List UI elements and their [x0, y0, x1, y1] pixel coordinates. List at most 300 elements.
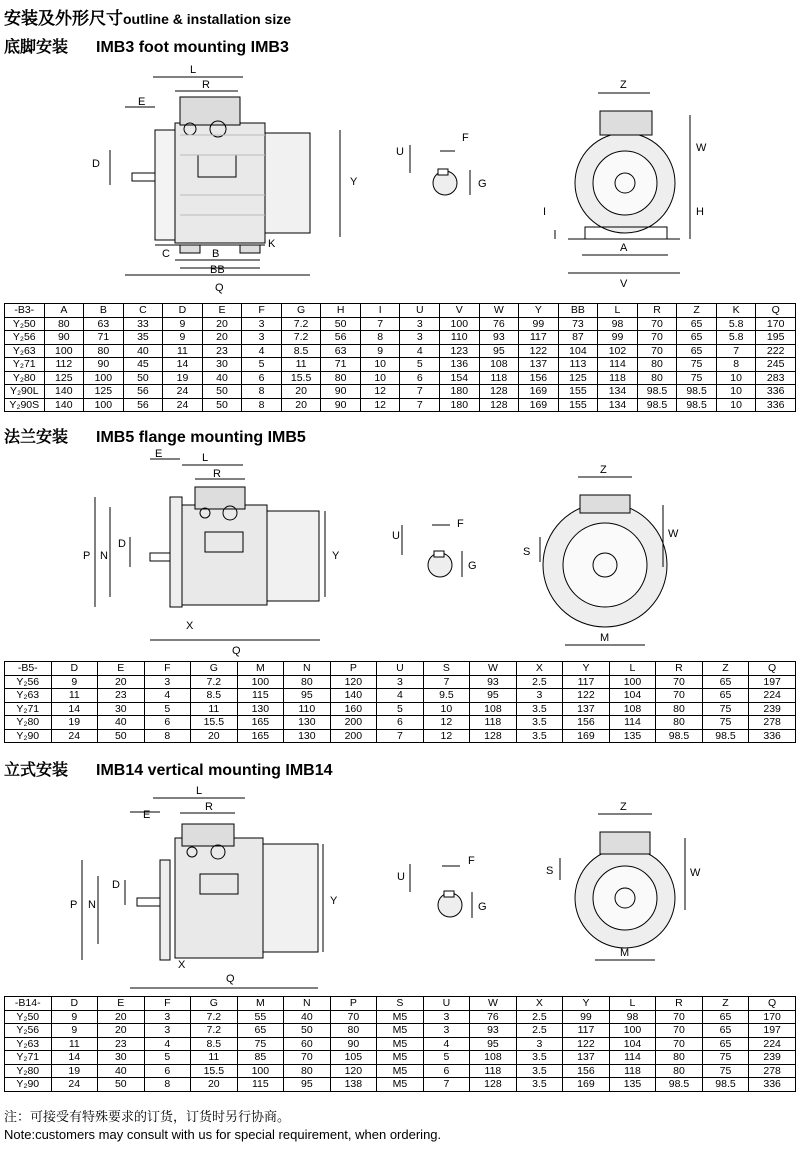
- value-cell: 155: [558, 398, 598, 412]
- value-cell: 63: [321, 344, 361, 358]
- value-cell: 9: [51, 1024, 98, 1038]
- value-cell: 55: [237, 1010, 284, 1024]
- value-cell: 98.5: [637, 398, 677, 412]
- b14-label-L: L: [196, 785, 203, 797]
- value-cell: 195: [756, 331, 796, 345]
- model-cell: Y₂56: [5, 1024, 52, 1038]
- header-cell: Z: [677, 304, 717, 318]
- value-cell: 125: [84, 385, 124, 399]
- b3-label-I: I: [543, 206, 547, 218]
- header-cell: W: [470, 997, 517, 1011]
- header-cell: U: [377, 662, 424, 676]
- header-cell: L: [609, 997, 656, 1011]
- b5-label-Z: Z: [600, 464, 607, 476]
- value-cell: 104: [558, 344, 598, 358]
- value-cell: 125: [44, 371, 84, 385]
- value-cell: 5: [423, 1051, 470, 1065]
- header-cell: L: [598, 304, 638, 318]
- value-cell: 7.2: [191, 1010, 238, 1024]
- value-cell: 4: [400, 344, 440, 358]
- value-cell: 14: [51, 702, 98, 716]
- value-cell: 95: [284, 1078, 331, 1092]
- value-cell: 130: [284, 729, 331, 743]
- value-cell: 165: [237, 729, 284, 743]
- b5-drawings: [0, 447, 800, 657]
- b5-label-N: N: [100, 550, 108, 562]
- value-cell: 7: [400, 385, 440, 399]
- table-row: [5, 398, 796, 412]
- value-cell: 24: [51, 1078, 98, 1092]
- value-cell: 9: [51, 1010, 98, 1024]
- value-cell: 137: [519, 358, 559, 372]
- value-cell: 23: [98, 689, 145, 703]
- table-row: [5, 358, 796, 372]
- value-cell: 7.2: [281, 331, 321, 345]
- header-cell: R: [637, 304, 677, 318]
- b14-label-W: W: [690, 867, 701, 879]
- value-cell: 9: [163, 331, 203, 345]
- b14-label-N: N: [88, 899, 96, 911]
- value-cell: 122: [519, 344, 559, 358]
- value-cell: 80: [44, 317, 84, 331]
- table-row: [5, 317, 796, 331]
- value-cell: 80: [656, 1064, 703, 1078]
- value-cell: 80: [330, 1024, 377, 1038]
- header-cell: F: [144, 997, 191, 1011]
- header-cell: -B3-: [5, 304, 45, 318]
- value-cell: 75: [702, 702, 749, 716]
- value-cell: 71: [321, 358, 361, 372]
- value-cell: 45: [123, 358, 163, 372]
- value-cell: 3.5: [516, 716, 563, 730]
- value-cell: 336: [756, 385, 796, 399]
- model-cell: Y₂80: [5, 1064, 52, 1078]
- value-cell: 20: [98, 1010, 145, 1024]
- table-row: [5, 1078, 796, 1092]
- b3-spec-table: [4, 303, 796, 412]
- value-cell: 169: [563, 729, 610, 743]
- value-cell: 108: [609, 702, 656, 716]
- table-row: [5, 1024, 796, 1038]
- value-cell: 100: [609, 1024, 656, 1038]
- value-cell: 117: [563, 1024, 610, 1038]
- value-cell: 20: [281, 385, 321, 399]
- value-cell: 128: [470, 729, 517, 743]
- value-cell: 8.5: [191, 1037, 238, 1051]
- value-cell: 197: [749, 1024, 796, 1038]
- b14-spec-table: [4, 996, 796, 1092]
- value-cell: 3: [144, 675, 191, 689]
- value-cell: 130: [237, 702, 284, 716]
- value-cell: 20: [98, 675, 145, 689]
- value-cell: 56: [123, 385, 163, 399]
- value-cell: 93: [479, 331, 519, 345]
- value-cell: M5: [377, 1037, 424, 1051]
- value-cell: 50: [284, 1024, 331, 1038]
- value-cell: 7.2: [191, 1024, 238, 1038]
- value-cell: 70: [656, 689, 703, 703]
- b3-label-A: A: [620, 242, 628, 254]
- value-cell: 130: [284, 716, 331, 730]
- value-cell: 70: [656, 1037, 703, 1051]
- b5-label-M: M: [600, 632, 610, 644]
- b5-label-Q: Q: [232, 645, 241, 657]
- header-cell: Y: [519, 304, 559, 318]
- value-cell: 120: [330, 675, 377, 689]
- value-cell: 40: [202, 371, 242, 385]
- value-cell: M5: [377, 1010, 424, 1024]
- value-cell: 65: [237, 1024, 284, 1038]
- value-cell: 71: [84, 331, 124, 345]
- value-cell: 283: [756, 371, 796, 385]
- value-cell: 156: [519, 371, 559, 385]
- value-cell: 118: [609, 1064, 656, 1078]
- value-cell: 80: [84, 344, 124, 358]
- value-cell: 70: [284, 1051, 331, 1065]
- b5-side-view: [95, 459, 325, 640]
- value-cell: 118: [470, 1064, 517, 1078]
- header-cell: Z: [702, 997, 749, 1011]
- value-cell: 50: [123, 371, 163, 385]
- b3-label-U: U: [396, 146, 404, 158]
- value-cell: 11: [191, 702, 238, 716]
- value-cell: 222: [756, 344, 796, 358]
- value-cell: 20: [98, 1024, 145, 1038]
- value-cell: 2.5: [516, 1024, 563, 1038]
- value-cell: 75: [237, 1037, 284, 1051]
- value-cell: 80: [656, 1051, 703, 1065]
- value-cell: 4: [144, 1037, 191, 1051]
- value-cell: 108: [470, 1051, 517, 1065]
- value-cell: 113: [558, 358, 598, 372]
- value-cell: 120: [330, 1064, 377, 1078]
- value-cell: 8: [144, 1078, 191, 1092]
- value-cell: 2.5: [516, 1010, 563, 1024]
- header-cell: W: [479, 304, 519, 318]
- value-cell: 50: [202, 385, 242, 399]
- table-row: [5, 1037, 796, 1051]
- table-row: [5, 702, 796, 716]
- model-cell: Y₂71: [5, 1051, 52, 1065]
- value-cell: 70: [330, 1010, 377, 1024]
- value-cell: 80: [637, 358, 677, 372]
- b5-spec-table: [4, 661, 796, 743]
- value-cell: 140: [330, 689, 377, 703]
- value-cell: 30: [98, 702, 145, 716]
- b14-label-Y: Y: [330, 895, 338, 907]
- value-cell: 80: [656, 716, 703, 730]
- b3-label-K: K: [268, 238, 276, 250]
- value-cell: 336: [756, 398, 796, 412]
- header-cell: N: [284, 997, 331, 1011]
- value-cell: 104: [609, 1037, 656, 1051]
- b14-side-view: [82, 798, 323, 988]
- value-cell: 75: [702, 1051, 749, 1065]
- value-cell: 85: [237, 1051, 284, 1065]
- header-cell: X: [516, 997, 563, 1011]
- value-cell: 65: [702, 675, 749, 689]
- value-cell: 3: [516, 1037, 563, 1051]
- header-cell: Q: [756, 304, 796, 318]
- section-b5-title: [4, 424, 306, 447]
- value-cell: 278: [749, 1064, 796, 1078]
- value-cell: 76: [479, 317, 519, 331]
- value-cell: 90: [44, 331, 84, 345]
- table-row: [5, 371, 796, 385]
- model-cell: Y₂90L: [5, 385, 45, 399]
- header-cell: N: [284, 662, 331, 676]
- value-cell: 12: [423, 716, 470, 730]
- table-row: [5, 331, 796, 345]
- value-cell: 8: [360, 331, 400, 345]
- b3-label-L: L: [190, 64, 197, 76]
- b3-label-G: G: [478, 178, 487, 190]
- value-cell: 9: [360, 344, 400, 358]
- b3-label-W: W: [696, 142, 707, 154]
- value-cell: 6: [144, 1064, 191, 1078]
- header-cell: U: [400, 304, 440, 318]
- value-cell: 4: [242, 344, 282, 358]
- value-cell: 20: [191, 1078, 238, 1092]
- value-cell: 98: [609, 1010, 656, 1024]
- value-cell: 56: [321, 331, 361, 345]
- value-cell: 136: [440, 358, 480, 372]
- value-cell: 3: [144, 1010, 191, 1024]
- b3-label-C: C: [162, 248, 170, 260]
- model-cell: Y₂80: [5, 371, 45, 385]
- value-cell: 8: [242, 398, 282, 412]
- section-b3-title-zh: 底脚安装: [4, 39, 69, 56]
- value-cell: 100: [440, 317, 480, 331]
- value-cell: 3: [423, 1010, 470, 1024]
- header-cell: K: [716, 304, 756, 318]
- b5-label-U: U: [392, 530, 400, 542]
- value-cell: 70: [637, 317, 677, 331]
- value-cell: 135: [609, 1078, 656, 1092]
- value-cell: 115: [237, 689, 284, 703]
- b14-label-U: U: [397, 871, 405, 883]
- value-cell: 24: [163, 398, 203, 412]
- value-cell: 65: [677, 331, 717, 345]
- section-b14-title-en: IMB14 vertical mounting IMB14: [96, 762, 333, 779]
- value-cell: 108: [479, 358, 519, 372]
- value-cell: 11: [191, 1051, 238, 1065]
- value-cell: 7: [423, 675, 470, 689]
- value-cell: 3.5: [516, 702, 563, 716]
- header-cell: D: [51, 662, 98, 676]
- header-cell: A: [44, 304, 84, 318]
- value-cell: 50: [98, 1078, 145, 1092]
- value-cell: 165: [237, 716, 284, 730]
- value-cell: 5: [144, 702, 191, 716]
- value-cell: 278: [749, 716, 796, 730]
- value-cell: 76: [470, 1010, 517, 1024]
- value-cell: 102: [598, 344, 638, 358]
- value-cell: 95: [479, 344, 519, 358]
- value-cell: 40: [98, 716, 145, 730]
- model-cell: Y₂80: [5, 716, 52, 730]
- value-cell: 20: [281, 398, 321, 412]
- b5-label-P: P: [83, 550, 91, 562]
- value-cell: 10: [360, 358, 400, 372]
- header-cell: X: [516, 662, 563, 676]
- b3-label-R: R: [202, 79, 210, 91]
- value-cell: 3: [242, 317, 282, 331]
- b14-drawings: [0, 780, 800, 992]
- value-cell: 80: [284, 1064, 331, 1078]
- value-cell: 122: [563, 1037, 610, 1051]
- b14-label-D: D: [112, 879, 120, 891]
- value-cell: 100: [84, 398, 124, 412]
- header-cell: M: [237, 997, 284, 1011]
- value-cell: 50: [202, 398, 242, 412]
- model-cell: Y₂90S: [5, 398, 45, 412]
- value-cell: 245: [756, 358, 796, 372]
- b5-end-view: [540, 477, 667, 645]
- model-cell: Y₂63: [5, 689, 52, 703]
- value-cell: 95: [284, 689, 331, 703]
- header-cell: F: [144, 662, 191, 676]
- header-cell: S: [423, 662, 470, 676]
- b14-label-S: S: [546, 865, 554, 877]
- value-cell: 6: [400, 371, 440, 385]
- value-cell: 7: [377, 729, 424, 743]
- value-cell: 115: [237, 1078, 284, 1092]
- header-cell: S: [377, 997, 424, 1011]
- header-cell: U: [423, 997, 470, 1011]
- table-row: [5, 1010, 796, 1024]
- b5-label-Y: Y: [332, 550, 340, 562]
- header-cell: R: [656, 662, 703, 676]
- value-cell: 6: [423, 1064, 470, 1078]
- header-cell: L: [609, 662, 656, 676]
- b14-label-M: M: [620, 947, 630, 959]
- b14-label-G: G: [478, 901, 487, 913]
- value-cell: 93: [470, 675, 517, 689]
- value-cell: 125: [558, 371, 598, 385]
- value-cell: 12: [360, 398, 400, 412]
- b5-label-G: G: [468, 560, 477, 572]
- value-cell: 73: [558, 317, 598, 331]
- section-b5-title-en: IMB5 flange mounting IMB5: [96, 429, 306, 446]
- value-cell: 8: [242, 385, 282, 399]
- value-cell: 15.5: [191, 1064, 238, 1078]
- value-cell: 19: [163, 371, 203, 385]
- table-row: [5, 1064, 796, 1078]
- value-cell: 98.5: [656, 729, 703, 743]
- model-cell: Y₂63: [5, 344, 45, 358]
- value-cell: 110: [440, 331, 480, 345]
- value-cell: 11: [163, 344, 203, 358]
- value-cell: 137: [563, 702, 610, 716]
- b5-label-E: E: [155, 448, 163, 460]
- value-cell: 87: [558, 331, 598, 345]
- value-cell: 114: [598, 358, 638, 372]
- value-cell: 114: [609, 716, 656, 730]
- value-cell: 80: [656, 702, 703, 716]
- value-cell: 104: [609, 689, 656, 703]
- b14-end-view: [560, 814, 685, 960]
- model-cell: Y₂56: [5, 331, 45, 345]
- value-cell: 20: [202, 317, 242, 331]
- b5-label-F: F: [457, 518, 464, 530]
- table-row: [5, 675, 796, 689]
- value-cell: 65: [702, 1024, 749, 1038]
- model-cell: Y₂56: [5, 675, 52, 689]
- value-cell: 197: [749, 675, 796, 689]
- value-cell: 114: [609, 1051, 656, 1065]
- b14-label-Z: Z: [620, 801, 627, 813]
- header-cell: P: [330, 997, 377, 1011]
- header-cell: Q: [749, 997, 796, 1011]
- value-cell: 99: [519, 317, 559, 331]
- value-cell: 160: [330, 702, 377, 716]
- value-cell: 8: [716, 358, 756, 372]
- value-cell: 138: [330, 1078, 377, 1092]
- value-cell: 137: [563, 1051, 610, 1065]
- value-cell: 8: [144, 729, 191, 743]
- value-cell: 8.5: [191, 689, 238, 703]
- section-b3-title: [4, 34, 289, 57]
- value-cell: 98.5: [677, 398, 717, 412]
- b14-label-P: P: [70, 899, 78, 911]
- value-cell: 30: [202, 358, 242, 372]
- value-cell: 117: [563, 675, 610, 689]
- value-cell: 11: [51, 689, 98, 703]
- value-cell: 336: [749, 729, 796, 743]
- value-cell: 3: [377, 675, 424, 689]
- value-cell: 3: [423, 1024, 470, 1038]
- model-cell: Y₂71: [5, 702, 52, 716]
- b3-label-H: H: [696, 206, 704, 218]
- value-cell: 154: [440, 371, 480, 385]
- model-cell: Y₂50: [5, 1010, 52, 1024]
- value-cell: 98.5: [702, 1078, 749, 1092]
- b3-drawings: [0, 55, 800, 300]
- value-cell: 98.5: [637, 385, 677, 399]
- header-cell: G: [191, 662, 238, 676]
- header-cell: G: [191, 997, 238, 1011]
- value-cell: 140: [44, 385, 84, 399]
- value-cell: 65: [702, 1010, 749, 1024]
- header-cell: Q: [749, 662, 796, 676]
- value-cell: 6: [377, 716, 424, 730]
- header-cell: G: [281, 304, 321, 318]
- b14-label-F: F: [468, 855, 475, 867]
- value-cell: 122: [563, 689, 610, 703]
- header-cell: F: [242, 304, 282, 318]
- value-cell: 3.5: [516, 1051, 563, 1065]
- value-cell: 108: [470, 702, 517, 716]
- value-cell: 180: [440, 385, 480, 399]
- value-cell: 98.5: [656, 1078, 703, 1092]
- value-cell: 169: [563, 1078, 610, 1092]
- value-cell: 239: [749, 702, 796, 716]
- value-cell: 200: [330, 716, 377, 730]
- value-cell: 4: [144, 689, 191, 703]
- value-cell: 3.5: [516, 1078, 563, 1092]
- value-cell: 4: [423, 1037, 470, 1051]
- value-cell: 134: [598, 385, 638, 399]
- model-cell: Y₂63: [5, 1037, 52, 1051]
- value-cell: 3: [400, 331, 440, 345]
- value-cell: 239: [749, 1051, 796, 1065]
- value-cell: 4: [377, 689, 424, 703]
- value-cell: 70: [637, 344, 677, 358]
- b3-label-BB: BB: [210, 264, 225, 276]
- header-cell: E: [202, 304, 242, 318]
- header-cell: D: [51, 997, 98, 1011]
